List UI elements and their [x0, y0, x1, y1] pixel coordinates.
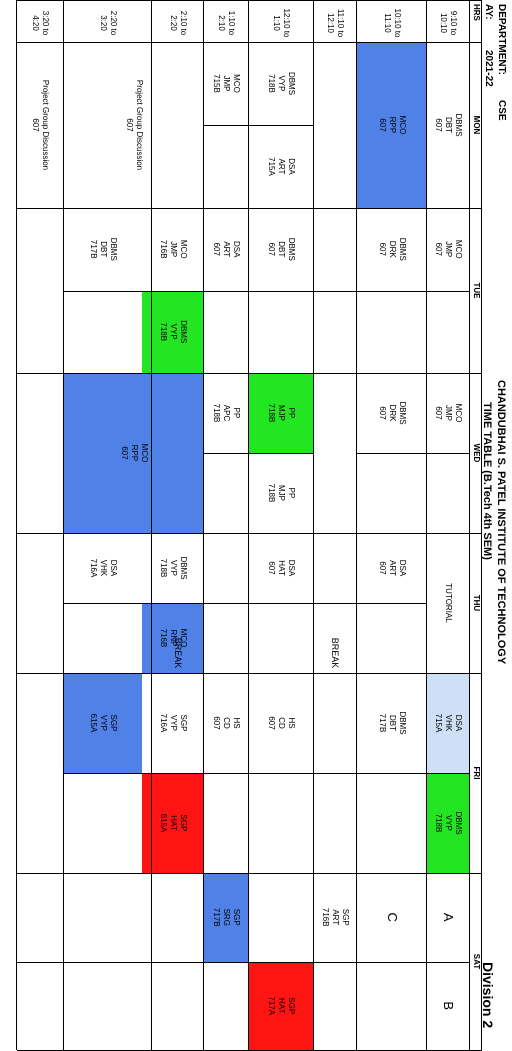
grid-line-v	[357, 453, 470, 454]
hour-label: 2:10 to 2:20	[169, 10, 188, 36]
cell-line: 607	[434, 406, 444, 420]
cell-line: 607	[378, 406, 387, 420]
break-band: BREAK	[330, 637, 341, 669]
cell-line: SGP	[179, 814, 188, 832]
cell-line: 715A	[267, 157, 277, 176]
cell-line: 718B	[159, 322, 168, 342]
cell-line: SGP	[341, 908, 351, 926]
cell-line: 718B	[267, 74, 277, 93]
break-band: BREAK	[173, 637, 183, 669]
cell-line: DBMS	[109, 237, 118, 261]
cell-line: 718B	[267, 483, 277, 503]
cell-line: SGP	[287, 997, 297, 1015]
fri-slot	[249, 673, 314, 773]
grid-line-v	[204, 453, 314, 454]
hour-label: 12:10 to 1:10	[272, 8, 292, 38]
cell-line: VYP	[444, 814, 454, 831]
sat-batch-b	[427, 962, 470, 1051]
cell-line: SRG	[222, 908, 232, 926]
division-label: Division 2	[480, 962, 496, 1029]
grid-line-h	[16, 0, 17, 1050]
cell-line: 718B	[212, 403, 222, 423]
cell-line: HAT	[169, 815, 178, 831]
timetable-title: TIME TABLE (B.Tech 4th SEM)	[481, 402, 493, 560]
column-header-fri: FRI	[472, 766, 481, 780]
grid-line-v	[17, 962, 470, 963]
tue-slot	[249, 208, 314, 291]
hour-label: 1:10 to 2:10	[217, 10, 237, 36]
cell-line: DBMS	[179, 320, 188, 344]
cell-line: DBMS	[454, 113, 464, 137]
cell-line: 715A	[434, 713, 444, 733]
hour-label: 9:10 to 10:10	[439, 10, 459, 36]
cell-line: 717B	[89, 239, 98, 259]
tue-slot	[357, 208, 427, 291]
cell-line: 716A	[159, 713, 168, 733]
cell-line: 716B	[321, 907, 331, 927]
cell-line: MCO	[454, 239, 464, 259]
cell-line: MCO	[179, 628, 188, 648]
cell-line: MCO	[179, 239, 188, 259]
cell-line: 607	[267, 561, 277, 575]
column-header-sat: SAT	[472, 953, 481, 970]
grid-line-v	[17, 208, 482, 209]
grid-line-h	[469, 0, 470, 1050]
sat-batch-a	[427, 873, 470, 962]
cell-line: PP	[287, 407, 297, 419]
cell-line: PP	[232, 407, 242, 419]
thu-slot	[249, 533, 314, 603]
thu-slot	[357, 533, 427, 603]
fri-slot	[204, 673, 249, 773]
cell-line: 607	[125, 118, 134, 132]
column-header-tue: TUE	[472, 282, 481, 299]
cell-line: DSA	[287, 158, 297, 175]
sat-slot	[204, 873, 249, 962]
grid-line-v	[64, 291, 470, 292]
cell-line: DSA	[109, 559, 118, 577]
cell-line: 717B	[378, 713, 387, 733]
grid-line-v	[204, 125, 314, 126]
grid-line-v	[17, 373, 482, 374]
cell-line: MCO	[232, 74, 242, 93]
cell-line: ART	[277, 158, 287, 175]
cell-line: VYP	[277, 75, 287, 92]
cell-line: MCO	[398, 115, 407, 135]
grid-line-h	[151, 0, 152, 1050]
cell-line: ART	[331, 909, 341, 926]
grid-line-v	[17, 533, 482, 534]
cell-line: DBMS	[287, 237, 297, 261]
wed-slot	[64, 373, 204, 533]
cell-line: JMP	[444, 241, 454, 258]
wed-slot	[249, 373, 314, 453]
grid-line-h	[203, 0, 204, 1050]
cell-line: 716A	[89, 558, 98, 578]
cell-line: C	[385, 912, 400, 922]
fri-slot	[357, 673, 427, 773]
grid-line-v	[64, 773, 470, 774]
cell-line: JMP	[169, 241, 178, 258]
cell-line: MCO	[454, 403, 464, 423]
cell-line: ART	[222, 241, 232, 258]
cell-line: SGP	[179, 714, 188, 732]
tue-slot	[427, 208, 470, 291]
grid-line-h	[481, 0, 482, 1050]
thu-slot	[64, 533, 142, 603]
wed-slot	[427, 373, 470, 453]
cell-line: B	[441, 1001, 457, 1011]
cell-line: 718B	[159, 558, 168, 578]
cell-line: DSA	[398, 559, 407, 577]
tue-slot	[204, 208, 249, 291]
cell-line: ART	[388, 560, 397, 576]
cell-line: DBMS	[398, 401, 407, 425]
wed-slot	[204, 373, 249, 453]
cell-line: HS	[287, 717, 297, 729]
cell-line: SGP	[232, 908, 242, 926]
grid-line-h	[426, 0, 427, 1050]
cell-line: HAT	[277, 560, 287, 576]
cell-line: VHK	[444, 714, 454, 732]
cell-line: DBT	[277, 241, 287, 258]
cell-line: MCO	[140, 443, 149, 463]
column-header-hrs: HRS	[472, 4, 481, 21]
cell-line: VYP	[169, 323, 178, 340]
mon-slot	[357, 42, 427, 208]
grid-line-v	[17, 873, 482, 874]
cell-line: VYP	[99, 714, 108, 731]
cell-line: 718B	[267, 403, 277, 423]
cell-line: JMP	[444, 405, 454, 421]
grid-line-v	[17, 0, 482, 1]
cell-line: MJP	[277, 485, 287, 501]
hour-label: 3:20 to 4:20	[31, 10, 51, 36]
institute-title: CHANDUBHAI S. PATEL INSTITUTE OF TECHNOLOGY	[495, 380, 507, 665]
sat-batch-c	[357, 873, 427, 962]
mon-slot	[17, 42, 64, 208]
hour-label: 10:10 to 11:10	[383, 8, 402, 38]
cell-line: DRK	[388, 404, 397, 422]
mon-slot	[427, 42, 470, 208]
cell-line: DBMS	[287, 71, 297, 96]
mon-slot	[64, 42, 204, 208]
mon-slot	[204, 42, 249, 125]
cell-line: DSA	[232, 241, 242, 258]
grid-line-v	[64, 603, 427, 604]
cell-line: 607	[120, 446, 129, 460]
wed-slot	[357, 373, 427, 453]
grid-line-h	[356, 0, 357, 1050]
mon-slot	[249, 125, 314, 208]
cell-line: DBMS	[179, 556, 188, 580]
cell-line: MJP	[277, 405, 287, 421]
cell-line: HS	[232, 717, 242, 729]
cell-line: 615A	[89, 713, 98, 733]
cell-line: PP	[287, 487, 297, 499]
cell-line: RPP	[388, 116, 397, 134]
grid-line-h	[63, 0, 64, 1050]
cell-line: RPP	[130, 444, 139, 462]
sat-slot	[314, 873, 357, 962]
cell-line: TUTORIAL	[444, 583, 454, 623]
column-header-mon: MON	[472, 115, 481, 135]
cell-line: 607	[212, 242, 222, 256]
cell-line: 615A	[159, 813, 168, 833]
column-header-wed: WED	[472, 443, 481, 463]
department-label: DEPARTMENT:	[496, 4, 507, 75]
cell-line: 607	[434, 242, 444, 256]
cell-line: 607	[267, 242, 277, 256]
mon-slot	[249, 42, 314, 125]
cell-line: APC	[222, 404, 232, 422]
cell-line: A	[441, 912, 457, 922]
grid-line-h	[313, 0, 314, 1050]
cell-line: 607	[267, 716, 277, 730]
cell-line: 607	[378, 561, 387, 575]
cell-line: DBMS	[398, 237, 407, 261]
cell-line: VYP	[169, 559, 178, 576]
cell-line: 607	[212, 716, 222, 730]
grid-line-v	[17, 42, 482, 43]
cell-line: DBT	[388, 715, 397, 731]
cell-line: RNP	[169, 629, 178, 647]
cell-line: DBMS	[454, 811, 464, 835]
fri-slot	[427, 773, 470, 873]
cell-line: CD	[277, 717, 287, 729]
grid-line-h	[248, 0, 249, 1050]
sat-slot	[249, 962, 314, 1051]
cell-line: HAT	[277, 998, 287, 1014]
cell-line: 718B	[434, 813, 444, 833]
cell-line: CD	[222, 717, 232, 729]
cell-line: VYP	[169, 714, 178, 731]
cell-line: 607	[434, 118, 444, 132]
cell-line: DSA	[287, 559, 297, 577]
cell-line: DBMS	[398, 711, 407, 735]
thu-slot	[427, 533, 470, 673]
grid-line-v	[17, 673, 482, 674]
hour-label: 11:10 to 12:10	[326, 8, 346, 38]
tue-slot	[64, 208, 142, 291]
cell-line: 717B	[212, 907, 222, 927]
cell-line: DBT	[99, 241, 108, 258]
cell-line: Project Group Discussion	[135, 79, 144, 171]
cell-line: 607	[31, 118, 41, 132]
cell-line: VHK	[99, 559, 108, 577]
cell-line: SGP	[109, 714, 118, 732]
cell-line: 716B	[159, 239, 168, 259]
cell-line: 607	[378, 118, 387, 132]
hour-label: 2:20 to 3:20	[99, 10, 118, 36]
cell-line: DSA	[454, 714, 464, 732]
cell-line: Project Group Discussion	[41, 79, 51, 171]
fri-slot	[427, 673, 470, 773]
fri-slot	[64, 673, 142, 773]
column-header-thu: THU	[472, 594, 481, 612]
cell-line: 715B	[212, 74, 222, 93]
academic-year-value: 2021-22	[483, 50, 494, 87]
cell-line: 717A	[267, 996, 277, 1016]
department-value: CSE	[496, 100, 507, 121]
cell-line: JMP	[222, 75, 232, 92]
cell-line: DBT	[444, 117, 454, 133]
cell-line: DRK	[388, 240, 397, 258]
cell-line: 716B	[159, 628, 168, 648]
academic-year-label: AY:	[483, 4, 494, 20]
cell-line: 607	[378, 242, 387, 256]
wed-slot	[249, 453, 314, 533]
